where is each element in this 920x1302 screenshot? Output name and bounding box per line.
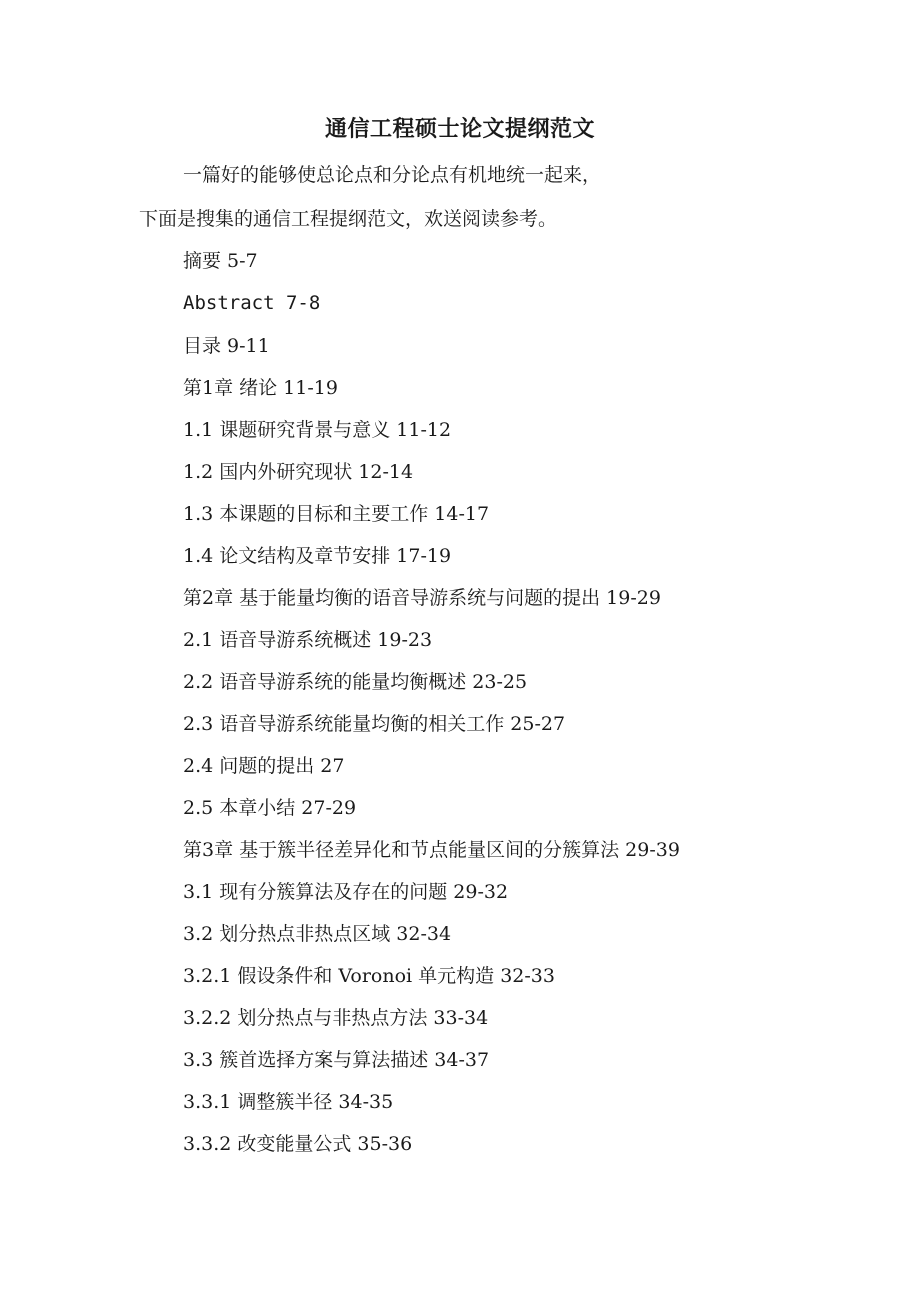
- toc-entry: 2.2 语音导游系统的能量均衡概述 23-25: [183, 671, 528, 693]
- toc-entry: 1.1 课题研究背景与意义 11-12: [183, 419, 452, 441]
- toc-entry: 3.2 划分热点非热点区域 32-34: [183, 923, 452, 945]
- toc-entry: 第3章 基于簇半径差异化和节点能量区间的分簇算法 29-39: [183, 839, 680, 861]
- toc-entry: 3.2.2 划分热点与非热点方法 33-34: [183, 1007, 489, 1029]
- toc-entry: 1.4 论文结构及章节安排 17-19: [183, 545, 452, 567]
- toc-entry: 3.3 簇首选择方案与算法描述 34-37: [183, 1049, 490, 1071]
- toc-entry: 1.2 国内外研究现状 12-14: [183, 461, 414, 483]
- toc-entry: 第2章 基于能量均衡的语音导游系统与问题的提出 19-29: [183, 587, 661, 609]
- toc-entry: 2.1 语音导游系统概述 19-23: [183, 629, 433, 651]
- toc-entry: Abstract 7-8: [183, 292, 321, 314]
- toc-entry: 1.3 本课题的目标和主要工作 14-17: [183, 503, 490, 525]
- toc-entry: 2.5 本章小结 27-29: [183, 797, 357, 819]
- toc-entry: 3.3.1 调整簇半径 34-35: [183, 1091, 394, 1113]
- toc-entry: 目录 9-11: [183, 335, 270, 357]
- intro-paragraph-line-1: 一篇好的能够使总论点和分论点有机地统一起来，: [183, 164, 602, 186]
- toc-entry: 3.1 现有分簇算法及存在的问题 29-32: [183, 881, 509, 903]
- document-title: 通信工程硕士论文提纲范文: [324, 116, 595, 142]
- intro-paragraph-line-2: 下面是搜集的通信工程提纲范文，欢送阅读参考。: [139, 208, 558, 230]
- toc-entry: 3.3.2 改变能量公式 35-36: [183, 1133, 413, 1155]
- toc-entry: 摘要 5-7: [183, 250, 258, 272]
- toc-entry: 2.4 问题的提出 27: [183, 755, 345, 777]
- toc-entry: 第1章 绪论 11-19: [183, 377, 338, 399]
- toc-entry: 2.3 语音导游系统能量均衡的相关工作 25-27: [183, 713, 566, 735]
- toc-entry: 3.2.1 假设条件和 Voronoi 单元构造 32-33: [183, 965, 555, 987]
